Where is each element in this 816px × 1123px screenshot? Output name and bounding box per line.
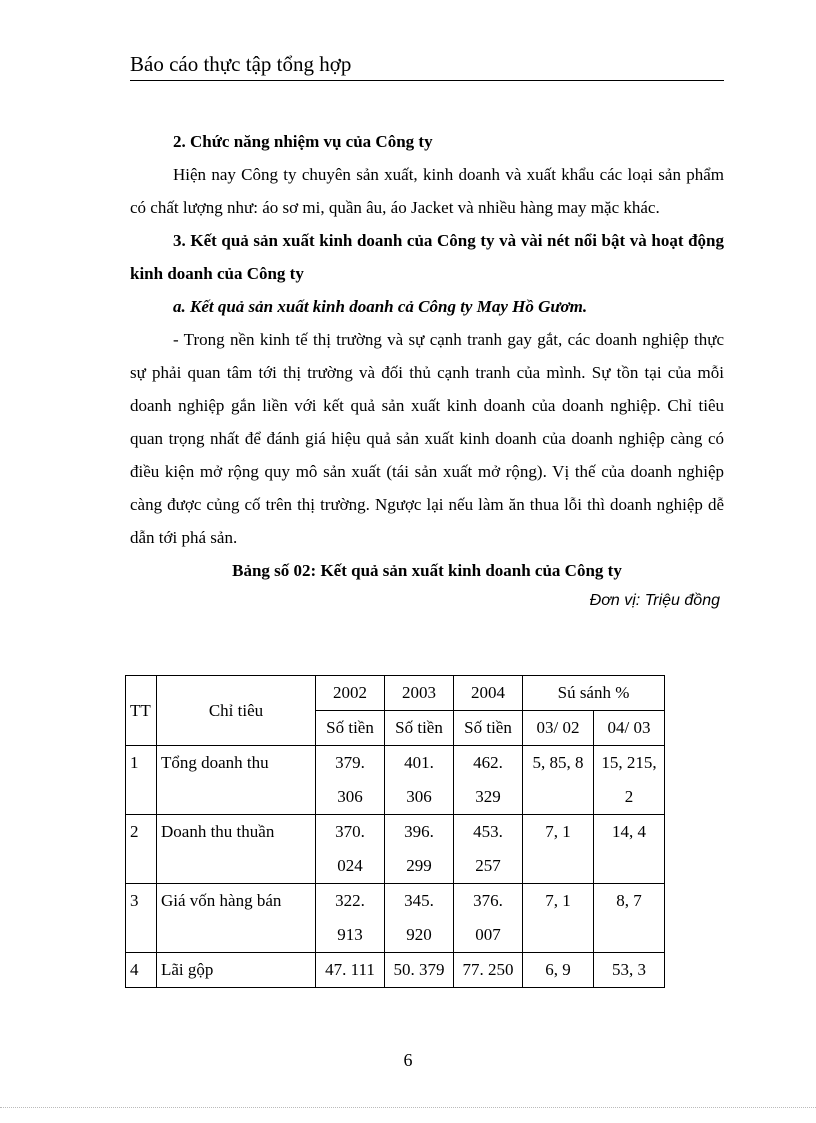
cell-04-03-cont: 2 [594,780,665,815]
cell-2004: 453. [454,815,523,850]
cell-2004: 462. [454,746,523,781]
header-so-tien-2002: Số tiền [316,711,385,746]
table-row-continuation [126,918,665,953]
cell-04-03: 15, 215, [594,746,665,781]
cell-2003: 401. [385,746,454,781]
cell-name: Tổng doanh thu [157,746,316,781]
section-2-heading: 2. Chức năng nhiệm vụ của Công ty [173,132,433,151]
cell-04-03: 14, 4 [594,815,665,850]
header-2002: 2002 [316,676,385,711]
section-3a-paragraph: - Trong nền kinh tế thị trường và sự cạnh tranh gay gắt, các doanh nghiệp thực sự phải quan tâm tới thị trường và đối thủ cạnh tranh của mình. Sự tồn tại của mỗi doanh nghiệp gắn liền với kết quả sản xuất kinh doanh của doanh nghiệp. Chỉ tiêu quan trọng nhất để đánh giá hiệu quả sản xuất kinh doanh của doanh nghiệp càng có điều kiện mở rộng quy mô sản xuất (tái sản xuất mở rộng). Vị thế của doanh nghiệp càng được củng cố trên thị trường. Ngược lại nếu làm ăn thua lỗi thì doanh nghiệp dễ dẫn tới phá sản. [130,330,724,547]
cell-name: Lãi gộp [157,953,316,988]
table-row [126,746,665,781]
table-row-continuation [126,849,665,884]
cell-tt: 2 [126,815,157,850]
cell-name-cont [157,780,316,815]
section-2-paragraph: Hiện nay Công ty chuyên sản xuất, kinh doanh và xuất khẩu các loại sản phẩm có chất lượng như: áo sơ mi, quần âu, áo Jacket và nhiều hàng may mặc khác. [130,165,724,217]
cell-name-cont [157,849,316,884]
cell-name: Doanh thu thuần [157,815,316,850]
header-2003: 2003 [385,676,454,711]
page-header [130,50,724,81]
cell-04-03: 8, 7 [594,884,665,919]
cell-2003: 396. [385,815,454,850]
document-body [130,125,724,615]
cell-04-03-cont [594,918,665,953]
cell-2004: 376. [454,884,523,919]
cell-tt-cont [126,918,157,953]
cell-2004-cont: 007 [454,918,523,953]
cell-2002: 322. [316,884,385,919]
cell-03-02: 5, 85, 8 [523,746,594,781]
cell-03-02-cont [523,780,594,815]
header-tt: TT [126,676,157,746]
cell-name-cont [157,918,316,953]
page-bottom-divider [0,1107,816,1108]
cell-2004: 77. 250 [454,953,523,988]
results-table [125,675,665,988]
cell-2002: 370. [316,815,385,850]
cell-04-03-cont [594,849,665,884]
header-title: Báo cáo thực tập tổng hợp [130,52,352,76]
cell-2003: 50. 379 [385,953,454,988]
cell-2004-cont: 257 [454,849,523,884]
cell-2003-cont: 306 [385,780,454,815]
cell-2003-cont: 920 [385,918,454,953]
table-row [126,815,665,850]
section-3a-heading: a. Kết quả sản xuất kinh doanh cả Công ty May Hồ Gươm. [173,297,588,316]
cell-name: Giá vốn hàng bán [157,884,316,919]
cell-2002: 47. 111 [316,953,385,988]
cell-tt: 3 [126,884,157,919]
section-3-heading: 3. Kết quả sản xuất kinh doanh của Công ty và vài nét nổi bật và hoạt động kinh doanh của Công ty [130,231,724,283]
cell-03-02-cont [523,849,594,884]
cell-2002-cont: 913 [316,918,385,953]
cell-2002-cont: 024 [316,849,385,884]
header-so-sanh: Sú sánh % [523,676,665,711]
cell-2002-cont: 306 [316,780,385,815]
cell-2003-cont: 299 [385,849,454,884]
cell-2003: 345. [385,884,454,919]
header-so-tien-2004: Số tiền [454,711,523,746]
cell-tt: 4 [126,953,157,988]
table-unit: Đơn vị: Triệu đồng [589,592,720,609]
cell-03-02: 7, 1 [523,815,594,850]
cell-2002: 379. [316,746,385,781]
page-number: 6 [403,1050,413,1070]
table-header-row-1 [126,676,665,711]
table-row [126,953,665,988]
header-03-02: 03/ 02 [523,711,594,746]
table-caption: Bảng số 02: Kết quả sản xuất kinh doanh của Công ty [232,561,622,580]
cell-tt-cont [126,849,157,884]
header-04-03: 04/ 03 [594,711,665,746]
cell-04-03: 53, 3 [594,953,665,988]
cell-03-02-cont [523,918,594,953]
cell-03-02: 6, 9 [523,953,594,988]
cell-03-02: 7, 1 [523,884,594,919]
cell-tt: 1 [126,746,157,781]
cell-tt-cont [126,780,157,815]
cell-2004-cont: 329 [454,780,523,815]
table-row-continuation [126,780,665,815]
header-so-tien-2003: Số tiền [385,711,454,746]
header-2004: 2004 [454,676,523,711]
header-chi-tieu: Chỉ tiêu [157,676,316,746]
table-row [126,884,665,919]
